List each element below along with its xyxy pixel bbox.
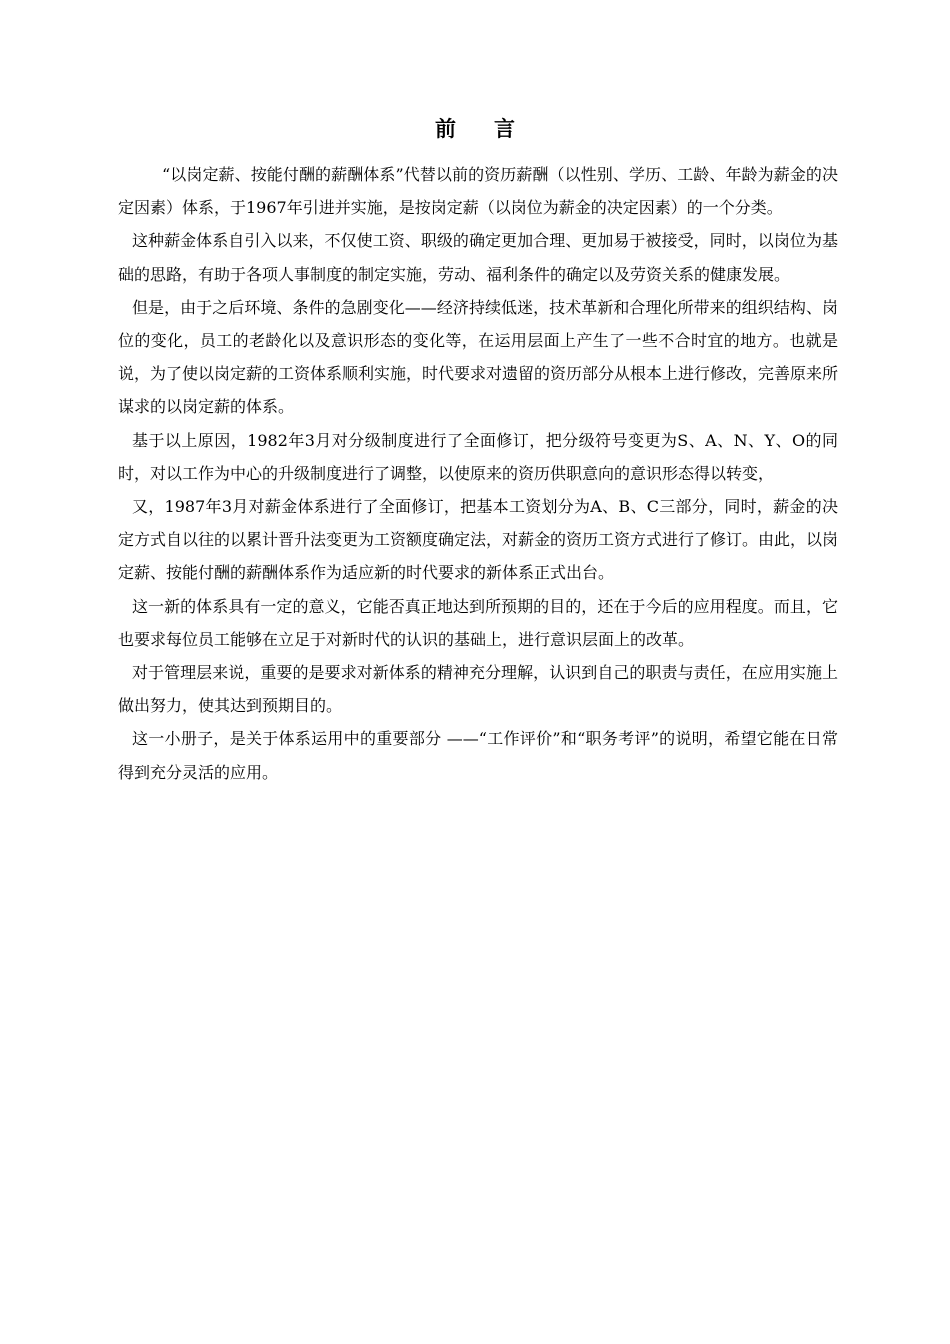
page-title: 前言: [435, 116, 553, 141]
paragraph-7: 对于管理层来说，重要的是要求对新体系的精神充分理解，认识到自己的职责与责任，在应用实施上做出努力，使其达到预期目的。: [118, 663, 838, 716]
paragraph-5: 又，1987年3月对薪金体系进行了全面修订，把基本工资划分为A、B、C三部分，同时，薪金的决定方式自以往的以累计晋升法变更为工资额度确定法，对薪金的资历工资方式进行了修订。由此，以岗定薪、按能付酬的薪酬体系作为适应新的时代要求的新体系正式出台。: [118, 497, 839, 583]
document-body: [118, 158, 838, 789]
paragraph-4: 基于以上原因，1982年3月对分级制度进行了全面修订，把分级符号变更为S、A、N、Y、O的同时，对以工作为中心的升级制度进行了调整，以使原来的资历供职意向的意识形态得以转变，: [118, 430, 838, 483]
paragraph-1: “以岗定薪、按能付酬的薪酬体系”代替以前的资历薪酬（以性别、学历、工龄、年龄为薪金的决定因素）体系，于1967年引进并实施，是按岗定薪（以岗位为薪金的决定因素）的一个分类。: [118, 165, 838, 218]
paragraph-8: 这一小册子，是关于体系运用中的重要部分 ——“工作评价”和“职务考评”的说明，希望它能在日常得到充分灵活的应用。: [118, 729, 838, 782]
paragraph-3: 但是，由于之后环境、条件的急剧变化——经济持续低迷，技术革新和合理化所带来的组织结构、岗位的变化，员工的老龄化以及意识形态的变化等，在运用层面上产生了一些不合时宜的地方。也就是说，为了使以岗定薪的工资体系顺利实施，时代要求对遗留的资历部分从根本上进行修改，完善原来所谋求的以岗定薪的体系。: [118, 297, 839, 417]
paragraph-6: 这一新的体系具有一定的意义，它能否真正地达到所预期的目的，还在于今后的应用程度。而且，它也要求每位员工能够在立足于对新时代的认识的基础上，进行意识层面上的改革。: [118, 596, 838, 649]
paragraph-2: 这种薪金体系自引入以来，不仅使工资、职级的确定更加合理、更加易于被接受，同时，以岗位为基础的思路，有助于各项人事制度的制定实施，劳动、福利条件的确定以及劳资关系的健康发展。: [118, 231, 838, 284]
